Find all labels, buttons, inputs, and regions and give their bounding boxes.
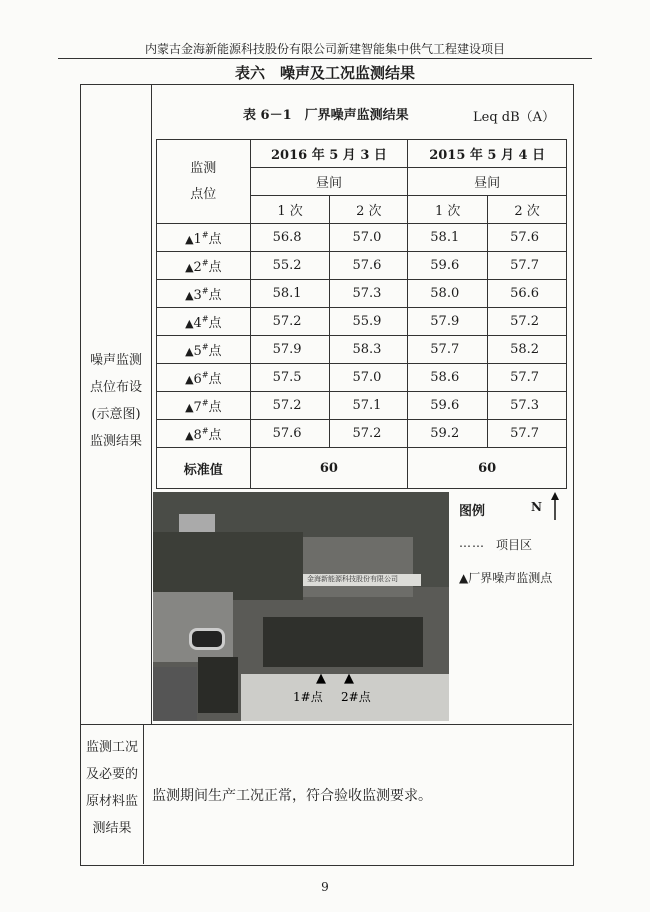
table-row: [157, 280, 567, 308]
point-sup: #: [201, 342, 209, 352]
left-label-line: (示意图): [91, 407, 141, 422]
value-cell: 57.0: [330, 364, 408, 392]
value-cell: 57.6: [250, 420, 330, 448]
table-row: [157, 420, 567, 448]
value-cell: 58.6: [408, 364, 488, 392]
subtable-unit: Leq dB（A）: [473, 110, 556, 125]
value-cell: 57.0: [330, 224, 408, 252]
value-cell: 57.7: [488, 252, 567, 280]
value-cell: 58.3: [330, 336, 408, 364]
point-sup: #: [201, 426, 209, 436]
value-cell: 57.2: [250, 392, 330, 420]
map-label-2: 2#点: [341, 690, 371, 704]
section-left-label: [84, 347, 148, 455]
table-row: [157, 364, 567, 392]
header-period1: 昼间: [250, 168, 408, 196]
triangle-icon: ▲: [185, 261, 194, 274]
point-cell: [157, 280, 251, 308]
header-time: 2 次: [488, 196, 567, 224]
point-number: 8: [193, 428, 202, 443]
point-sup: #: [201, 286, 209, 296]
north-label: N: [531, 500, 542, 514]
header-point: [157, 140, 251, 224]
value-cell: 56.6: [488, 280, 567, 308]
table-row: [157, 308, 567, 336]
legend-dash-symbol: ……: [459, 536, 485, 550]
subtable-title: 表 6－1 厂界噪声监测结果: [243, 108, 409, 123]
bottom-section-text: 监测期间生产工况正常，符合验收监测要求。: [152, 788, 432, 804]
header-time: 1 次: [408, 196, 488, 224]
noise-table: [156, 139, 567, 489]
point-number: 7: [193, 400, 202, 415]
bottom-label-line: 测结果: [92, 821, 132, 836]
value-cell: 58.2: [488, 336, 567, 364]
value-cell: 57.2: [488, 308, 567, 336]
legend-title: 图例: [459, 504, 486, 519]
point-suffix: 点: [208, 260, 222, 275]
standard-value-1: 60: [250, 448, 408, 489]
page-number: 9: [321, 880, 329, 894]
value-cell: 55.9: [330, 308, 408, 336]
point-cell: [157, 252, 251, 280]
table-row: [157, 224, 567, 252]
header-point-line: 监测: [190, 160, 217, 176]
point-suffix: 点: [208, 372, 222, 387]
value-cell: 55.2: [250, 252, 330, 280]
point-suffix: 点: [208, 316, 222, 331]
map-yard: [303, 537, 413, 597]
value-cell: 59.6: [408, 392, 488, 420]
point-suffix: 点: [208, 400, 222, 415]
point-suffix: 点: [208, 428, 222, 443]
point-cell: [157, 392, 251, 420]
table-body: [157, 224, 567, 448]
value-cell: 57.6: [488, 224, 567, 252]
map-sign-text: 金海新能源科技股份有限公司: [307, 575, 398, 583]
header-divider: [58, 58, 592, 59]
left-label-line: 点位布设: [89, 380, 142, 395]
triangle-icon: ▲: [185, 345, 194, 358]
table-row: [157, 392, 567, 420]
header-point-line: 点位: [190, 186, 217, 202]
value-cell: 57.2: [250, 308, 330, 336]
map-trees: [153, 532, 303, 600]
bottom-section-label: [82, 734, 142, 842]
map-label-1: 1#点: [293, 690, 323, 704]
map-project-area: [263, 617, 423, 667]
triangle-icon: ▲: [185, 233, 194, 246]
point-cell: [157, 364, 251, 392]
document-header: 内蒙古金海新能源科技股份有限公司新建智能集中供气工程建设项目: [144, 42, 505, 56]
column-divider: [151, 84, 152, 724]
point-suffix: 点: [208, 344, 222, 359]
legend-project-area: 项目区: [496, 538, 533, 552]
point-suffix: 点: [208, 232, 222, 247]
point-number: 1: [193, 232, 202, 247]
map-point-1-marker: ▲: [316, 671, 326, 686]
triangle-icon: ▲: [185, 317, 194, 330]
map-road: [153, 667, 197, 721]
value-cell: 58.1: [408, 224, 488, 252]
point-cell: [157, 308, 251, 336]
point-number: 3: [193, 288, 202, 303]
triangle-icon: ▲: [185, 401, 194, 414]
value-cell: 59.6: [408, 252, 488, 280]
value-cell: 58.1: [250, 280, 330, 308]
bottom-label-line: 及必要的: [85, 767, 138, 782]
value-cell: 57.3: [488, 392, 567, 420]
row-divider: [80, 724, 572, 725]
map-track: [189, 628, 225, 650]
point-suffix: 点: [208, 288, 222, 303]
triangle-icon: ▲: [185, 429, 194, 442]
map-lot: [153, 592, 233, 662]
standard-label: 标准值: [157, 448, 251, 489]
value-cell: 58.0: [408, 280, 488, 308]
value-cell: 57.3: [330, 280, 408, 308]
point-number: 4: [193, 316, 202, 331]
point-number: 5: [193, 344, 202, 359]
standard-value-2: 60: [408, 448, 567, 489]
value-cell: 59.2: [408, 420, 488, 448]
header-time: 1 次: [250, 196, 330, 224]
left-label-line: 监测结果: [89, 434, 142, 449]
value-cell: 57.6: [330, 252, 408, 280]
value-cell: 57.7: [488, 364, 567, 392]
value-cell: 57.9: [250, 336, 330, 364]
value-cell: 57.5: [250, 364, 330, 392]
map-building: [179, 514, 215, 532]
north-arrow-icon: [548, 492, 562, 520]
value-cell: 57.9: [408, 308, 488, 336]
table-row: [157, 252, 567, 280]
bottom-label-line: 原材料监: [85, 794, 138, 809]
point-sup: #: [201, 230, 209, 240]
header-date1: 2016 年 5 月 3 日: [250, 140, 408, 168]
point-cell: [157, 420, 251, 448]
point-cell: [157, 336, 251, 364]
map-point-2-marker: ▲: [344, 671, 354, 686]
legend-monitor-point: ▲厂界噪声监测点: [459, 571, 553, 585]
value-cell: 57.7: [408, 336, 488, 364]
point-sup: #: [201, 398, 209, 408]
value-cell: 57.7: [488, 420, 567, 448]
triangle-icon: ▲: [185, 373, 194, 386]
point-sup: #: [201, 258, 209, 268]
point-sup: #: [201, 314, 209, 324]
value-cell: 57.1: [330, 392, 408, 420]
table-row: [157, 336, 567, 364]
header-time: 2 次: [330, 196, 408, 224]
triangle-icon: ▲: [185, 289, 194, 302]
point-number: 2: [193, 260, 202, 275]
value-cell: 57.2: [330, 420, 408, 448]
column-divider-lower: [143, 724, 144, 864]
bottom-label-line: 监测工况: [85, 740, 138, 755]
value-cell: 56.8: [250, 224, 330, 252]
header-date2: 2015 年 5 月 4 日: [408, 140, 567, 168]
map-dark-block: [198, 657, 238, 713]
point-number: 6: [193, 372, 202, 387]
point-sup: #: [201, 370, 209, 380]
left-label-line: 噪声监测: [89, 353, 142, 368]
point-cell: [157, 224, 251, 252]
table-title: 表六 噪声及工况监测结果: [234, 64, 415, 82]
header-period2: 昼间: [408, 168, 567, 196]
site-map-image: [153, 492, 449, 721]
